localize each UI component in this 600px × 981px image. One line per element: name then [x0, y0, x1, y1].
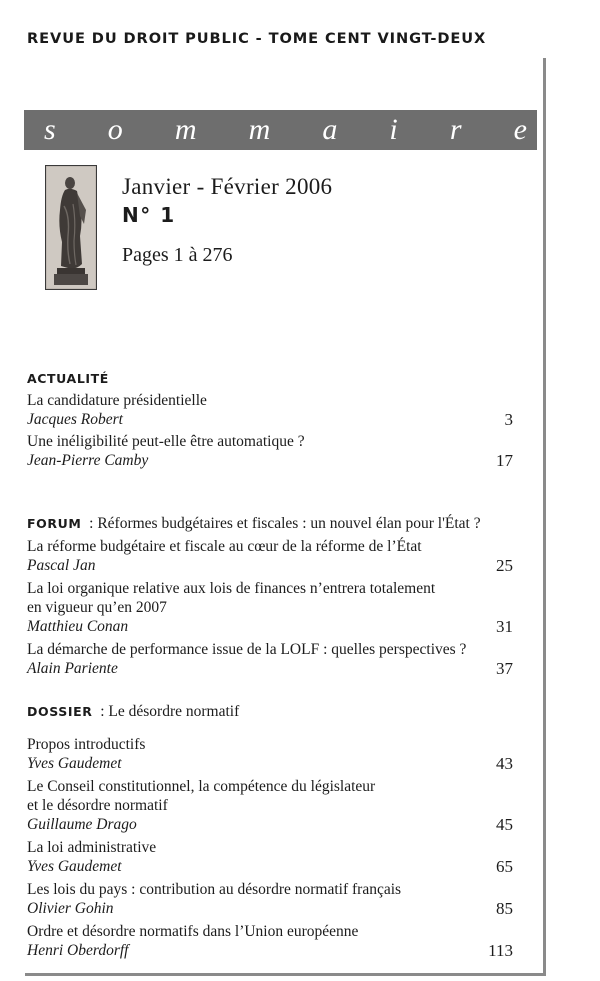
- entry-author: Alain Pariente: [27, 660, 118, 677]
- frame-right-rule: [543, 58, 546, 976]
- toc-entry: [27, 391, 513, 429]
- entry-title: Le Conseil constitutionnel, la compétence du législateur: [27, 778, 376, 795]
- frame-bottom-rule: [25, 973, 546, 976]
- entry-title: La loi organique relative aux lois de finances n’entrera totalement: [27, 580, 436, 597]
- entry-title: en vigueur qu’en 2007: [27, 599, 167, 616]
- toc-entry: [27, 537, 513, 575]
- entry-title: et le désordre normatif: [27, 797, 168, 814]
- issue-info: [122, 172, 332, 267]
- entry-page: 45: [496, 815, 513, 834]
- banner-letter: a: [322, 113, 338, 146]
- entry-page: 31: [496, 617, 513, 636]
- toc-entry: [27, 838, 513, 876]
- toc-entry: [27, 922, 513, 960]
- entry-title: La loi administrative: [27, 839, 157, 856]
- entry-page: 17: [496, 451, 513, 470]
- statue-icon: [46, 166, 96, 289]
- entry-page: 43: [496, 754, 513, 773]
- toc-entry: [27, 777, 513, 834]
- entry-author: Jean-Pierre Camby: [27, 452, 149, 469]
- entry-title: Une inéligibilité peut-elle être automatique ?: [27, 433, 305, 450]
- sommaire-banner: [24, 110, 537, 150]
- section-topic: Réformes budgétaires et fiscales : un nouvel élan pour l'État ?: [97, 515, 481, 532]
- section-heading: [27, 369, 513, 389]
- entry-page: 25: [496, 556, 513, 575]
- entry-page: 37: [496, 659, 513, 678]
- entry-author: Matthieu Conan: [27, 618, 129, 635]
- toc-entry: [27, 880, 513, 918]
- banner-letter: e: [513, 113, 527, 146]
- entry-title: La démarche de performance issue de la LOLF : quelles perspectives ?: [27, 641, 467, 658]
- entry-author: Olivier Gohin: [27, 900, 114, 917]
- toc-entry: [27, 579, 513, 636]
- journal-header: REVUE DU DROIT PUBLIC - TOME CENT VINGT-DEUX: [27, 30, 487, 47]
- toc-entry: [27, 735, 513, 773]
- entry-page: 85: [496, 899, 513, 918]
- section-label: ACTUALITÉ: [27, 371, 109, 386]
- entry-author: Jacques Robert: [27, 411, 123, 428]
- toc-entry: [27, 432, 513, 470]
- section-label: DOSSIER: [27, 704, 93, 719]
- banner-letter: s: [44, 113, 56, 146]
- entry-title: Ordre et désordre normatifs dans l’Union européenne: [27, 923, 359, 940]
- sommaire-letters: [24, 110, 537, 150]
- issue-number: N° 1: [122, 203, 176, 227]
- entry-title: La candidature présidentielle: [27, 392, 207, 409]
- entry-author: Yves Gaudemet: [27, 858, 122, 875]
- section-dossier: [27, 702, 513, 960]
- banner-letter: m: [248, 113, 271, 146]
- banner-letter: o: [107, 113, 123, 146]
- statue-illustration: [45, 165, 97, 290]
- banner-letter: r: [449, 113, 462, 146]
- entry-author: Guillaume Drago: [27, 816, 137, 833]
- banner-letter: i: [389, 113, 398, 146]
- entry-title: La réforme budgétaire et fiscale au cœur de la réforme de l’État: [27, 538, 422, 555]
- section-forum: [27, 514, 513, 678]
- section-heading: DOSSIER : Le désordre normatif: [27, 703, 240, 720]
- entry-author: Yves Gaudemet: [27, 755, 122, 772]
- entry-page: 65: [496, 857, 513, 876]
- entry-page: 113: [488, 941, 513, 960]
- entry-title: Les lois du pays : contribution au désordre normatif français: [27, 881, 402, 898]
- toc-entry: [27, 640, 513, 678]
- entry-author: Henri Oberdorff: [27, 942, 129, 959]
- banner-letter: m: [174, 113, 197, 146]
- section-actualite: [27, 369, 513, 470]
- entry-title: Propos introductifs: [27, 736, 146, 753]
- issue-date: Janvier - Février 2006: [122, 174, 333, 199]
- issue-pages: Pages 1 à 276: [122, 244, 233, 266]
- section-label: FORUM: [27, 516, 82, 531]
- section-topic: Le désordre normatif: [108, 703, 240, 720]
- entry-page: 3: [504, 410, 513, 429]
- section-heading: FORUM : Réformes budgétaires et fiscales : un nouvel élan pour l'État ?: [27, 515, 481, 532]
- entry-author: Pascal Jan: [27, 557, 96, 574]
